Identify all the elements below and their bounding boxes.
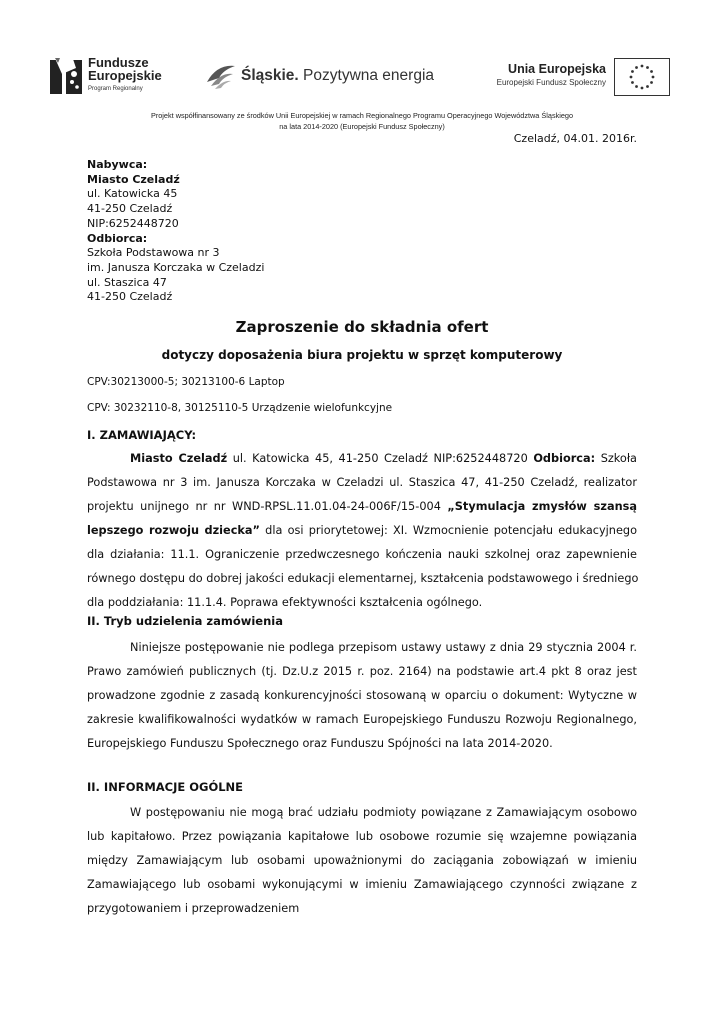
eu-star-icon — [646, 66, 649, 69]
section2-line2: Prawo zamówień publicznych (tj. Dz.U.z 2015 r. poz. 2164) na podstawie art.4 pkt 8 oraz jest — [87, 665, 637, 678]
section3-paragraph — [87, 801, 637, 921]
eu-star-icon — [630, 76, 633, 79]
eu-star-icon — [652, 76, 655, 79]
section1-line7: dla poddziałania: 11.1.4. Poprawa efektywności kształcenia ogólnego. — [87, 596, 483, 609]
s1-recipient-label: Odbiorca: — [533, 452, 596, 465]
fe-line1: Fundusze — [88, 55, 149, 70]
s1-priority-axis: dla osi priorytetowej: XI. Wzmocnienie potencjału edukacyjnego — [259, 524, 637, 537]
fe-emblem-icon — [50, 54, 84, 94]
buyer-name: Miasto Czeladź — [87, 172, 180, 186]
document-subtitle: dotyczy doposażenia biura projektu w sprzęt komputerowy — [161, 348, 563, 362]
s1-project-title-end: lepszego rozwoju dziecka” — [87, 524, 260, 537]
section1-heading: I. ZAMAWIAJĄCY: — [87, 428, 197, 442]
eu-star-icon — [635, 85, 638, 88]
section1-line1 — [87, 447, 637, 471]
section2-heading: II. Tryb udzielenia zamówienia — [87, 614, 283, 628]
eu-star-icon — [641, 87, 644, 90]
slaskie-text — [241, 67, 434, 85]
cofinancing-note — [60, 110, 664, 132]
section1-line4 — [87, 519, 637, 543]
section3-line4: Zamawiającego lub osobami wykonującymi w imieniu Zamawiającego czynności związane z — [87, 878, 637, 891]
recipient-patron: im. Janusza Korczaka w Czeladzi — [87, 260, 265, 274]
section3-heading: II. INFORMACJE OGÓLNE — [87, 780, 244, 794]
ue-line1: Unia Europejska — [508, 62, 606, 76]
recipient-name: Szkoła Podstawowa nr 3 — [87, 246, 220, 260]
cpv-multifunction: CPV: 30232110-8, 30125110-5 Urządzenie wielofunkcyjne — [87, 402, 393, 414]
section2-line1: Niniejsze postępowanie nie podlega przepisom ustawy ustawy z dnia 29 stycznia 2004 r. — [130, 641, 637, 654]
section2-line5: Europejskiego Funduszu Społecznego oraz Funduszu Spójności na lata 2014-2020. — [87, 737, 553, 750]
section3-line1: W postępowaniu nie mogą brać udziału podmioty powiązane z Zamawiającym osobowo — [130, 806, 637, 819]
s1-project-title-start: „Stymulacja zmysłów szansą — [447, 500, 637, 513]
section2-paragraph — [87, 636, 637, 756]
buyer-nip: NIP:6252448720 — [87, 216, 179, 230]
ue-line2: Europejski Fundusz Społeczny — [496, 78, 606, 87]
eu-star-icon — [641, 65, 644, 68]
eu-flag-icon — [614, 58, 670, 96]
ue-text — [497, 62, 606, 87]
section2-line3: prowadzone zgodnie z zasadą konkurencyjności stosowaną w oparciu o dokument: Wytyczne w — [87, 689, 637, 702]
eu-star-icon — [635, 66, 638, 69]
section2-line4: zakresie kwalifikowalności wydatków w ramach Europejskiego Funduszu Rozwoju Regionalnego, — [87, 713, 637, 726]
section3-line2: lub kapitałowo. Przez powiązania kapitałowe lub osobowe rozumie się wzajemne powiązania — [87, 830, 637, 843]
section1-line2: Podstawowa nr 3 im. Janusza Korczaka w Czeladzi ul. Staszica 47, 41-250 Czeladź, realizator — [87, 476, 637, 489]
s1-buyer-address: ul. Katowicka 45, 41-250 Czeladź NIP:6252448720 — [227, 452, 534, 465]
document-title: Zaproszenie do składnia ofert — [235, 318, 489, 336]
recipient-street: ul. Staszica 47 — [87, 275, 167, 289]
recipient-city: 41-250 Czeladź — [87, 290, 173, 304]
document-date: Czeladź, 04.01. 2016r. — [513, 132, 637, 145]
buyer-label: Nabywca: — [87, 158, 148, 171]
recipient-label: Odbiorca: — [87, 231, 148, 245]
fe-text — [88, 56, 162, 96]
cofinancing-line2: na lata 2014-2020 (Europejski Fundusz Społeczny) — [279, 122, 445, 131]
address-block — [87, 158, 264, 305]
s1-project-number: projektu unijnego nr nr WND-RPSL.11.01.04-24-006F/15-004 — [87, 500, 448, 513]
eu-star-icon — [650, 70, 653, 73]
s1-buyer-name: Miasto Czeladź — [130, 452, 228, 465]
unia-europejska-logo — [490, 58, 670, 98]
s1-recipient-start: Szkoła — [595, 452, 637, 465]
buyer-street: ul. Katowicka 45 — [87, 187, 178, 201]
section3-line3: między Zamawiającym lub osobami upoważnionymi do zaciągania zobowiązań w imieniu — [87, 854, 637, 867]
eu-star-icon — [646, 85, 649, 88]
section1-line3 — [87, 495, 637, 519]
header-logos — [50, 52, 670, 100]
eu-star-icon — [631, 81, 634, 84]
section1-line6: równego dostępu do dobrej jakości edukacji elementarnej, kształcenia podstawowego i średniego — [87, 572, 639, 585]
slaskie-bird-icon — [205, 62, 237, 90]
section1-line5: dla działania: 11.1. Ograniczenie przedwczesnego kończenia nauki szkolnej oraz zapewnienie — [87, 548, 637, 561]
slaskie-tagline: Pozytywna energia — [298, 67, 435, 84]
fe-line3: Program Regionalny — [88, 86, 143, 92]
section3-line5: przygotowaniem i przeprowadzeniem — [87, 902, 300, 915]
fundusze-europejskie-logo — [50, 52, 180, 98]
eu-star-icon — [650, 81, 653, 84]
slaskie-brand: Śląskie. — [241, 67, 299, 84]
eu-star-icon — [631, 70, 634, 73]
cofinancing-line1: Projekt współfinansowany ze środków Unii Europejskiej w ramach Regionalnego Programu Operacyjnego Województwa Śląskiego — [150, 111, 574, 120]
fe-line2: Europejskie — [88, 68, 162, 83]
section1-paragraph — [87, 447, 637, 615]
cpv-laptop: CPV:30213000-5; 30213100-6 Laptop — [87, 376, 285, 388]
buyer-city: 41-250 Czeladź — [87, 202, 173, 216]
